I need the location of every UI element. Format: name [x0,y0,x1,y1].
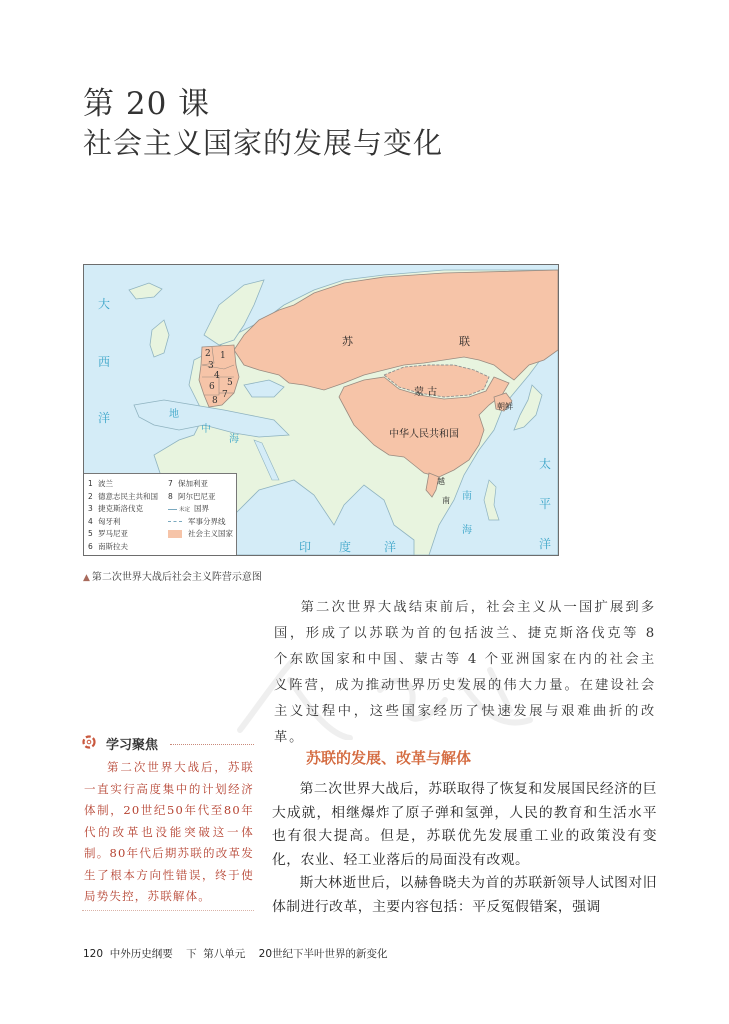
ocean-label-scs-1: 南 [462,491,472,502]
legend-country-3: 3 捷克斯洛伐克 [88,504,143,513]
socialist-camp-map [83,264,559,556]
lesson-number: 第 20 课 [83,86,211,122]
land-britain [150,320,169,357]
legend-country-6: 6 南斯拉夫 [88,541,128,551]
section-heading: 苏联的发展、改革与解体 [306,749,472,767]
focus-target-icon [82,735,96,749]
body-paragraph: 斯大林逝世后，以赫鲁晓夫为首的苏联新领导人试图对旧体制进行改革，主要内容包括：平反冤假错案，强调 [272,875,658,915]
map-number-7: 7 [222,390,228,400]
study-focus-text: 第二次世界大战后，苏联一直实行高度集中的计划经济体制，20世纪50年代至80年代的改革也没能突破这一体制。80年代后期苏联的改革发生了根本方向性错误，终于使局势失控，苏联解体。 [84,760,254,903]
map-caption: ▲ 第二次世界大战后社会主义阵营示意图 [83,572,262,583]
legend-military-line: 军事分界线 [168,516,233,529]
border-line-icon [168,509,177,510]
triangle-icon: ▲ [83,573,90,583]
study-focus-box [82,733,254,903]
legend-country-4: 4 匈牙利 [88,516,121,526]
ocean-label-indian-2: 度 [339,540,352,554]
unit: 第八单元 [203,948,246,960]
ocean-label-pacific-1: 太 [539,457,552,471]
label-vietnam-1: 越 [437,477,445,486]
ocean-label-atlantic-1: 大 [98,297,111,311]
map-number-3: 3 [208,361,214,371]
intro-paragraph: 第二次世界大战结束前后，社会主义从一国扩展到多国，形成了以苏联为首的包括波兰、捷克斯洛伐克等 8 个东欧国家和中国、蒙古等 4 个亚洲国家在内的社会主义阵营，成为推动世界历史发展的伟大力量。在建设社会主义过程中，这些国家经历了快速发展与艰难曲折的改革。 [274,600,656,745]
legend-country-1: 1 波兰 [88,479,113,488]
map-number-1: 1 [220,351,226,361]
volume: 下 [186,948,197,960]
legend-socialist: 社会主义国家 [168,528,233,541]
body-paragraph: 第二次世界大战后，苏联取得了恢复和发展国民经济的巨大成就，相继爆炸了原子弹和氢弹，人民的教育和生活水平也有很大提高。但是，苏联优先发展重工业的政策没有变化，农业、轻工业落后的局面没有改观。 [272,781,658,868]
legend-country-7: 7 保加利亚 [168,479,208,488]
legend-country-2: 2 德意志民主共和国 [88,491,158,501]
focus-divider [170,744,254,745]
study-focus-title: 学习聚焦 [106,738,159,753]
ocean-label-pacific-3: 洋 [539,537,552,551]
page-number: 120 [83,948,104,960]
ocean-label-med-2: 中 [201,424,211,435]
ocean-label-scs-2: 海 [462,525,472,536]
military-line-icon [168,521,182,522]
map-number-8: 8 [212,396,218,406]
focus-bottom-divider [82,910,254,911]
ocean-label-med-3: 海 [229,434,239,445]
ocean-label-pacific-2: 平 [539,497,552,511]
ocean-label-indian-1: 印 [299,540,312,554]
ocean-label-med-1: 地 [169,409,179,420]
land-iceland [129,283,162,299]
legend-border: 未定 国界 [168,503,233,516]
legend-country-8: 8 阿尔巴尼亚 [168,491,216,501]
socialist-swatch-icon [168,530,182,538]
unit-title: 20世纪下半叶世界的新变化 [258,948,388,960]
map-number-5: 5 [227,378,233,388]
label-ussr-2: 联 [459,335,470,348]
label-vietnam-2: 南 [442,496,450,505]
label-prc: 中华人民共和国 [389,429,459,440]
map-number-6: 6 [209,382,215,392]
map-number-2: 2 [205,349,211,359]
label-mongolia: 蒙 古 [414,387,438,398]
ocean-label-indian-3: 洋 [384,540,397,554]
book-title: 中外历史纲要 [109,948,173,960]
map-legend [84,473,237,556]
ocean-label-atlantic-2: 西 [98,355,111,369]
label-ussr-1: 苏 [342,335,353,348]
section-body [272,778,657,919]
lesson-title: 社会主义国家的发展与变化 [83,126,444,160]
page-footer [83,946,388,961]
map-number-4: 4 [214,371,220,381]
label-north-korea: 朝鲜 [497,402,513,411]
ocean-label-atlantic-3: 洋 [98,411,111,425]
legend-country-5: 5 罗马尼亚 [88,529,128,538]
